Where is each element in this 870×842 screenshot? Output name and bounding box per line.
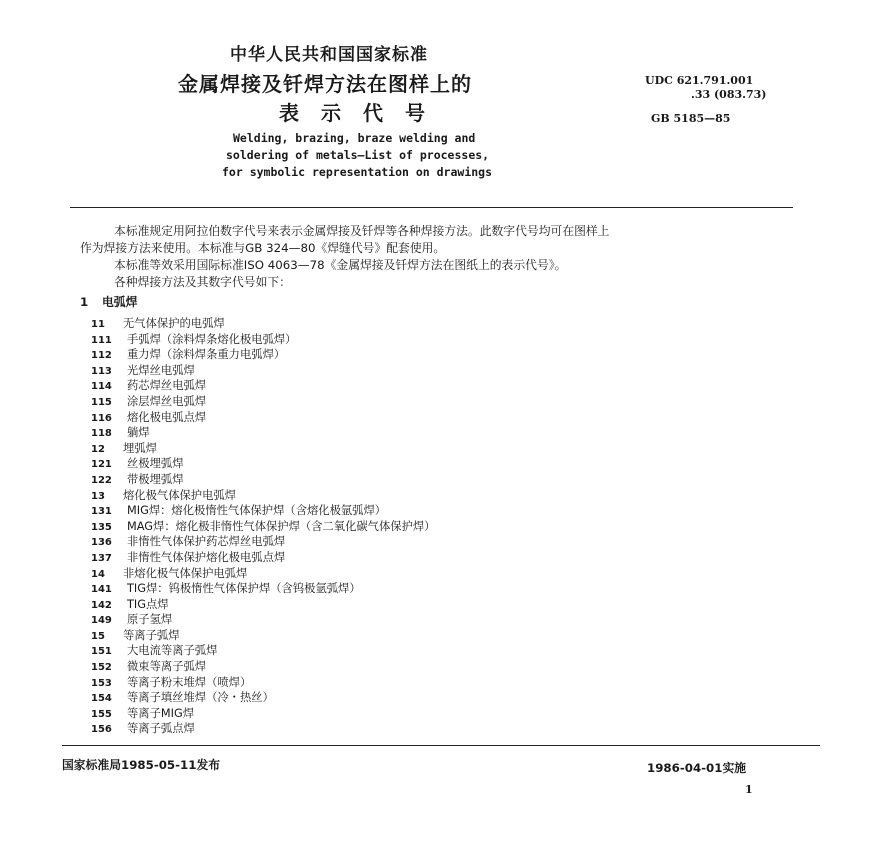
process-code: 122	[91, 474, 112, 486]
process-code: 152	[91, 662, 112, 674]
intro-paragraph-line1: 本标准规定用阿拉伯数字代号来表示金属焊接及钎焊等各种焊接方法。此数字代号均可在图样上	[114, 224, 610, 238]
udc-code-line2: .33 (083.73)	[691, 88, 767, 101]
list-item	[91, 566, 435, 582]
list-item	[91, 488, 435, 504]
process-code: 135	[91, 521, 112, 533]
process-code: 154	[91, 693, 112, 705]
process-label: MAG焊：熔化极非惰性气体保护焊（含二氧化碳气体保护焊）	[127, 519, 436, 533]
list-item	[91, 706, 435, 722]
list-item	[91, 332, 435, 348]
process-label: 非惰性气体保护药芯焊丝电弧焊	[127, 535, 286, 549]
english-title-line3: for symbolic representation on drawings	[222, 165, 493, 179]
process-label: 埋弧焊	[123, 441, 157, 455]
process-label: 微束等离子弧焊	[127, 660, 207, 674]
process-code: 149	[91, 615, 112, 627]
process-code: 116	[91, 412, 112, 424]
process-label: 带极埋弧焊	[127, 472, 184, 486]
intro-paragraph-line4: 各种焊接方法及其数字代号如下：	[114, 275, 291, 289]
process-code: 156	[91, 724, 112, 736]
process-label: 大电流等离子弧焊	[127, 644, 218, 658]
process-label: 原子氢焊	[127, 613, 173, 627]
issue-date: 国家标准局1985-05-11发布	[62, 758, 221, 772]
list-item	[91, 550, 435, 566]
process-code: 136	[91, 537, 112, 549]
intro-paragraph-line2: 作为焊接方法来使用。本标准与GB 324—80《焊缝代号》配套使用。	[80, 241, 446, 255]
process-label: 等离子MIG焊	[127, 706, 195, 720]
process-code: 141	[91, 584, 112, 596]
process-code: 155	[91, 708, 112, 720]
process-label: 手弧焊（涂料焊条熔化极电弧焊）	[127, 332, 297, 346]
process-label: 等离子弧焊	[123, 628, 180, 642]
list-item	[91, 628, 435, 644]
process-code: 113	[91, 365, 112, 377]
process-code: 121	[91, 459, 112, 471]
list-item	[91, 534, 435, 550]
list-item	[91, 456, 435, 472]
organization-heading: 中华人民共和国国家标准	[230, 45, 428, 65]
english-title-line2: soldering of metals—List of processes,	[226, 148, 490, 162]
process-code: 137	[91, 552, 112, 564]
page-number: 1	[745, 783, 753, 796]
process-code: 14	[91, 568, 105, 580]
process-label: MIG焊：熔化极惰性气体保护焊（含熔化极氩弧焊）	[127, 504, 387, 518]
udc-code-line1: UDC 621.791.001	[645, 74, 754, 87]
process-label: 熔化极气体保护电弧焊	[123, 488, 236, 502]
process-code: 11	[91, 319, 105, 330]
list-item	[91, 519, 435, 535]
section-heading	[80, 293, 137, 310]
standard-number: GB 5185—85	[651, 112, 731, 125]
process-code: 13	[91, 490, 105, 502]
process-code: 151	[91, 646, 112, 658]
list-item	[91, 425, 435, 441]
process-label: 躺焊	[127, 426, 150, 440]
process-code: 111	[91, 334, 112, 346]
list-item	[91, 690, 435, 706]
process-code: 142	[91, 599, 112, 611]
english-title-line1: Welding, brazing, braze welding and	[233, 131, 476, 145]
section-number: 1	[80, 295, 89, 309]
process-label: TIG点焊	[127, 597, 169, 611]
list-item	[91, 441, 435, 457]
list-item	[91, 410, 435, 426]
process-label: 非惰性气体保护熔化极电弧点焊	[127, 550, 286, 564]
list-item	[91, 363, 435, 379]
process-label: 重力焊（涂料焊条重力电弧焊）	[127, 348, 286, 362]
process-label: 非熔化极气体保护电弧焊	[123, 566, 248, 580]
process-code: 131	[91, 506, 112, 518]
process-label: 涂层焊丝电弧焊	[127, 394, 207, 408]
footer-divider	[62, 745, 820, 746]
document-title-line1: 金属焊接及钎焊方法在图样上的	[178, 72, 472, 96]
process-label: 熔化极电弧点焊	[127, 410, 207, 424]
process-code: 115	[91, 396, 112, 408]
process-label: 光焊丝电弧焊	[127, 363, 195, 377]
process-label: 药芯焊丝电弧焊	[127, 379, 207, 393]
header-divider	[70, 207, 793, 208]
list-item	[91, 659, 435, 675]
document-title-line2: 表示代号	[279, 101, 447, 125]
list-item	[91, 394, 435, 410]
list-item	[91, 597, 435, 613]
list-item	[91, 378, 435, 394]
process-label: 无气体保护的电弧焊	[123, 317, 225, 330]
process-label: 等离子弧点焊	[127, 722, 195, 736]
effective-date: 1986-04-01实施	[647, 761, 747, 775]
process-label: TIG焊：钨极惰性气体保护焊（含钨极氩弧焊）	[127, 582, 361, 596]
process-code: 153	[91, 677, 112, 689]
list-item	[91, 347, 435, 363]
list-item	[91, 675, 435, 691]
list-item	[91, 316, 435, 332]
process-code: 114	[91, 381, 112, 393]
process-code: 112	[91, 350, 112, 362]
process-code-list	[91, 316, 435, 737]
process-code: 118	[91, 428, 112, 440]
intro-paragraph-line3: 本标准等效采用国际标准ISO 4063—78《金属焊接及钎焊方法在图纸上的表示代号》。	[114, 258, 567, 272]
process-label: 丝极埋弧焊	[127, 457, 184, 471]
process-label: 等离子粉末堆焊（喷焊）	[127, 675, 252, 689]
process-label: 等离子填丝堆焊（冷・热丝）	[127, 691, 274, 705]
list-item	[91, 503, 435, 519]
list-item	[91, 472, 435, 488]
section-title: 电弧焊	[102, 295, 138, 309]
list-item	[91, 721, 435, 737]
list-item	[91, 612, 435, 628]
process-code: 15	[91, 630, 105, 642]
list-item	[91, 643, 435, 659]
list-item	[91, 581, 435, 597]
process-code: 12	[91, 443, 105, 455]
